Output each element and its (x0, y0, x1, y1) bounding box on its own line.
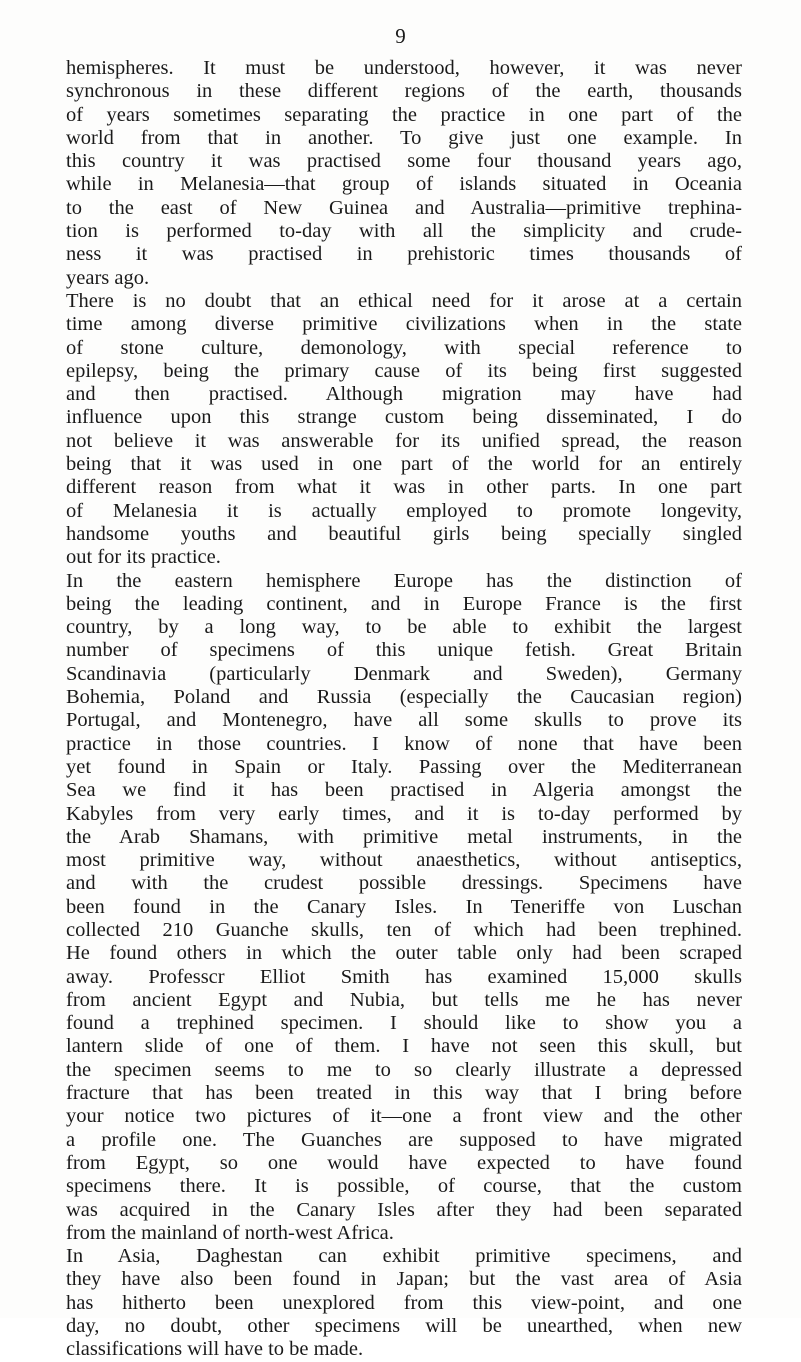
text-line: ness it was practised in prehistoric times thousands of (66, 243, 742, 266)
text-line: being that it was used in one part of the world for an entirely (66, 453, 742, 476)
text-line: the specimen seems to me to so clearly illustrate a depressed (66, 1058, 742, 1081)
text-line: collected 210 Guanche skulls, ten of which had been trephined. (66, 918, 742, 941)
paragraph (66, 290, 742, 570)
text-line: Portugal, and Montenegro, have all some skulls to prove its (66, 709, 742, 732)
text-line: practice in those countries. I know of none that have been (66, 732, 742, 755)
text-line: different reason from what it was in other parts. In one part (66, 476, 742, 499)
text-line: classifications will have to be made. (66, 1338, 364, 1361)
text-line: synchronous in these different regions of the earth, thousands (66, 80, 742, 103)
text-line: most primitive way, without anaesthetics, without antiseptics, (66, 849, 742, 872)
text-line: Scandinavia (particularly Denmark and Sweden), Germany (66, 662, 742, 685)
text-line: and with the crudest possible dressings. Specimens have (66, 872, 742, 895)
text-line: they have also been found in Japan; but the vast area of Asia (66, 1268, 742, 1291)
text-line: world from that in another. To give just one example. In (66, 126, 742, 149)
text-line: been found in the Canary Isles. In Teneriffe von Luschan (66, 895, 742, 918)
text-line: while in Melanesia—that group of islands situated in Oceania (66, 173, 742, 196)
text-line: influence upon this strange custom being disseminated, I do (66, 406, 742, 429)
text-line: country, by a long way, to be able to exhibit the largest (66, 616, 742, 639)
text-line: to the east of New Guinea and Australia—primitive trephina- (66, 196, 742, 219)
page-number: 9 (395, 24, 406, 48)
text-line: the Arab Shamans, with primitive metal instruments, in the (66, 825, 742, 848)
text-line: specimens there. It is possible, of course, that the custom (66, 1175, 742, 1198)
text-line: away. Professcr Elliot Smith has examined 15,000 skulls (66, 965, 742, 988)
text-line: from Egypt, so one would have expected to have found (66, 1151, 742, 1174)
text-line: and then practised. Although migration may have had (66, 383, 742, 406)
text-line: lantern slide of one of them. I have not seen this skull, but (66, 1035, 742, 1058)
text-line: fracture that has been treated in this way that I bring before (66, 1082, 742, 1105)
text-line: years ago. (66, 266, 150, 289)
text-line: out for its practice. (66, 546, 221, 569)
text-line: number of specimens of this unique fetish. Great Britain (66, 639, 742, 662)
paragraph (66, 570, 742, 1246)
text-line: There is no doubt that an ethical need for it arose at a certain (66, 289, 742, 312)
text-line: your notice two pictures of it—one a front view and the other (66, 1105, 742, 1128)
text-line: of stone culture, demonology, with special reference to (66, 336, 742, 359)
text-line: from ancient Egypt and Nubia, but tells me he has never (66, 988, 742, 1011)
text-line: day, no doubt, other specimens will be unearthed, when new (66, 1315, 742, 1338)
text-line: In Asia, Daghestan can exhibit primitive specimens, and (66, 1245, 742, 1268)
text-line: Bohemia, Poland and Russia (especially the Caucasian region) (66, 686, 742, 709)
text-line: Sea we find it has been practised in Algeria amongst the (66, 779, 742, 802)
text-line: He found others in which the outer table only had been scraped (66, 942, 742, 965)
text-line: hemispheres. It must be understood, however, it was never (66, 57, 742, 79)
text-line: yet found in Spain or Italy. Passing over the Mediterranean (66, 755, 742, 778)
text-line: In the eastern hemisphere Europe has the distinction of (66, 569, 742, 592)
text-line: epilepsy, being the primary cause of its being first suggested (66, 359, 742, 382)
text-line: time among diverse primitive civilizations when in the state (66, 313, 742, 336)
text-line: a profile one. The Guanches are supposed to have migrated (66, 1128, 742, 1151)
text-line: from the mainland of north-west Africa. (66, 1221, 394, 1244)
text-line: being the leading continent, and in Europe France is the first (66, 592, 742, 615)
text-line: this country it was practised some four thousand years ago, (66, 150, 742, 173)
text-line: has hitherto been unexplored from this view-point, and one (66, 1291, 742, 1314)
text-line: not believe it was answerable for its unified spread, the reason (66, 429, 742, 452)
text-line: of Melanesia it is actually employed to promote longevity, (66, 499, 742, 522)
paragraph (66, 57, 742, 290)
text-line: of years sometimes separating the practice in one part of the (66, 103, 742, 126)
paragraph (66, 1245, 742, 1361)
body-text (66, 57, 742, 1362)
text-line: found a trephined specimen. I should like to show you a (66, 1012, 742, 1035)
text-line: Kabyles from very early times, and it is to-day performed by (66, 802, 742, 825)
text-line: was acquired in the Canary Isles after they had been separated (66, 1198, 742, 1221)
text-line: handsome youths and beautiful girls being specially singled (66, 522, 742, 545)
text-line: tion is performed to-day with all the simplicity and crude- (66, 220, 742, 243)
